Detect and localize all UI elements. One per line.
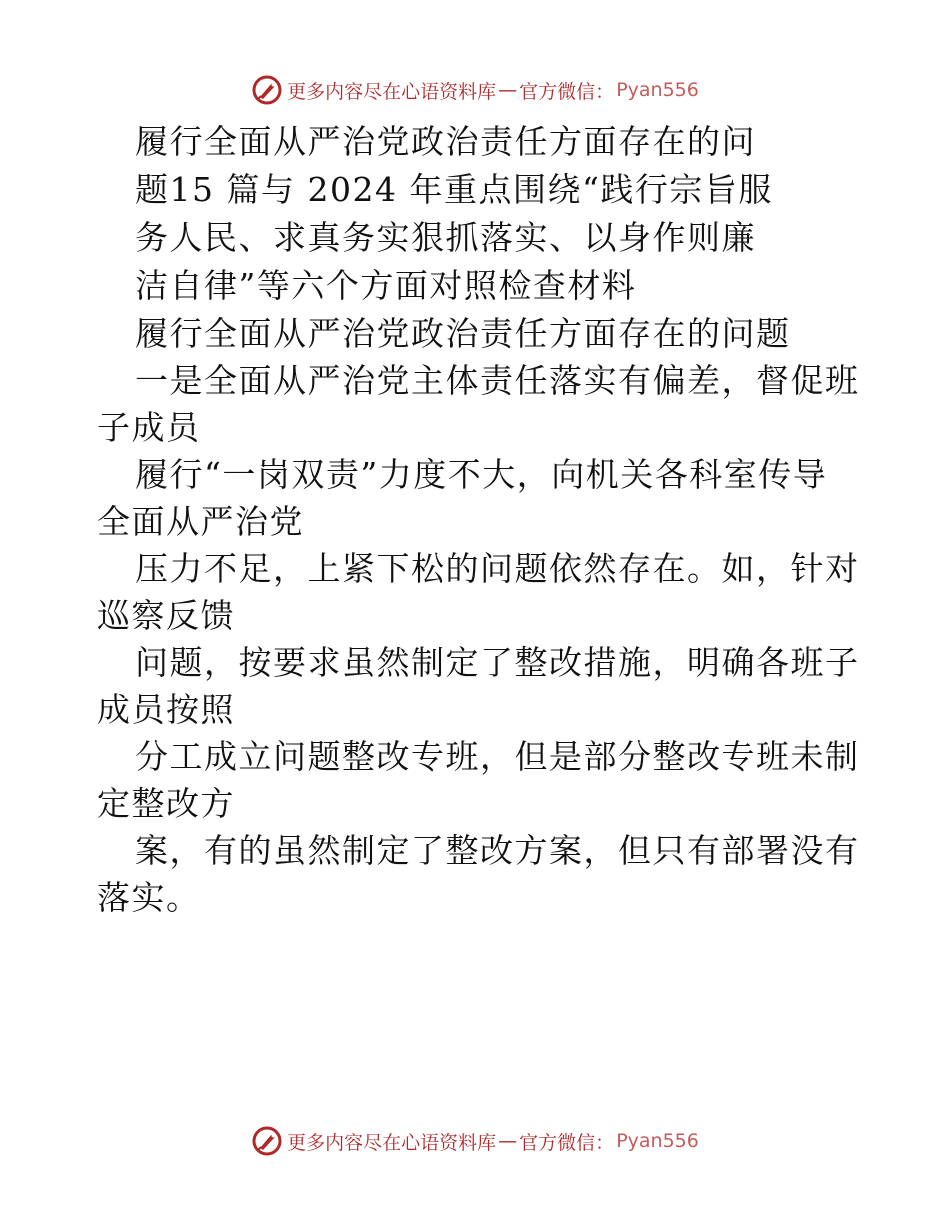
header-banner — [0, 70, 950, 110]
body-line: 落实。 — [97, 878, 201, 917]
body-line: 子成员 — [97, 408, 201, 447]
banner-separator: — — [498, 1130, 518, 1152]
body-line: 定整改方 — [97, 784, 235, 823]
body-line: 全面从严治党 — [97, 502, 304, 541]
body-line: 案，有的虽然制定了整改方案，但只有部署没有 — [135, 831, 860, 870]
body-line: 压力不足，上紧下松的问题依然存在。如，针对 — [135, 549, 860, 588]
doc-title-line-1: 履行全面从严治党政治责任方面存在的问 — [135, 122, 756, 161]
section-heading: 履行全面从严治党政治责任方面存在的问题 — [135, 314, 791, 353]
banner-wechat-label: 官方微信： — [519, 1131, 615, 1154]
doc-title-line-4: 洁自律”等六个方面对照检查材料 — [135, 266, 637, 305]
document-body — [97, 118, 862, 921]
body-line: 履行“一岗双责”力度不大，向机关各科室传导 — [135, 455, 828, 494]
body-line: 一是全面从严治党主体责任落实有偏差，督促班 — [135, 361, 860, 400]
banner-wechat-id: Pyan556 — [616, 1130, 699, 1152]
body-line: 分工成立问题整改专班，但是部分整改专班未制 — [135, 737, 860, 776]
doc-title-line-2: 题15 篇与 2024 年重点围绕“践行宗旨服 — [135, 170, 773, 209]
doc-title-line-3: 务人民、求真务实狠抓落实、以身作则廉 — [135, 218, 756, 257]
body-line: 巡察反馈 — [97, 596, 235, 635]
pen-nib-logo-icon — [251, 74, 283, 106]
banner-site-name: 更多内容尽在心语资料库 — [287, 1131, 497, 1154]
body-line: 成员按照 — [97, 690, 235, 729]
banner-site-name: 更多内容尽在心语资料库 — [287, 80, 497, 103]
body-line: 问题，按要求虽然制定了整改措施，明确各班子 — [135, 643, 860, 682]
footer-banner — [0, 1121, 950, 1161]
banner-separator: — — [498, 79, 518, 101]
banner-wechat-label: 官方微信： — [519, 80, 615, 103]
pen-nib-logo-icon — [251, 1125, 283, 1157]
banner-wechat-id: Pyan556 — [616, 79, 699, 101]
